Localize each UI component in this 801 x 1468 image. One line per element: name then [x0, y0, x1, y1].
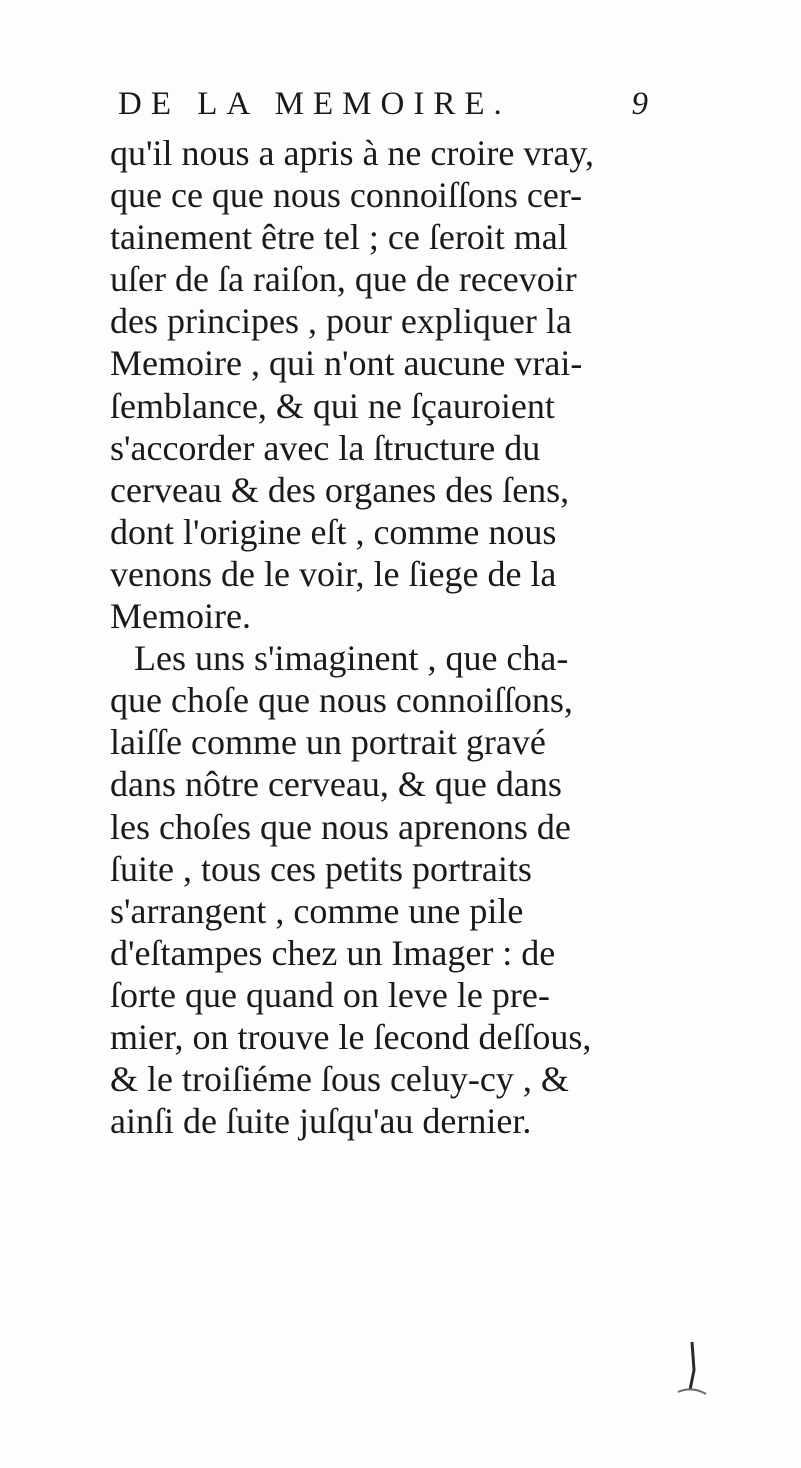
text-line: venons de le voir, le ſiege de la: [110, 553, 557, 594]
text-line: que choſe que nous connoiſſons,: [110, 680, 573, 721]
text-line: qu'il nous a apris à ne croire vray,: [110, 133, 594, 173]
ink-smudge: [672, 1340, 712, 1400]
body-text: [110, 132, 670, 1142]
running-header: [118, 86, 648, 130]
paragraph-start-line: Les uns s'imaginent , que cha-: [134, 638, 569, 679]
text-line: s'arrangent , comme une pile: [110, 890, 524, 931]
text-line: dans nôtre cerveau, & que dans: [110, 764, 562, 805]
text-line: laiſſe comme un portrait gravé: [110, 722, 546, 763]
text-line: s'accorder avec la ſtructure du: [110, 427, 541, 468]
text-line: ſemblance, & qui ne ſçauroient: [110, 385, 555, 426]
text-line: les choſes que nous aprenons de: [110, 806, 571, 847]
text-line: cerveau & des organes des ſens,: [110, 469, 570, 510]
text-line: Memoire , qui n'ont aucune vrai-: [110, 343, 583, 384]
text-line: ſuite , tous ces petits portraits: [110, 848, 532, 889]
text-line: ſorte que quand on leve le pre-: [110, 974, 550, 1015]
text-line: Memoire.: [110, 596, 251, 637]
text-line: dont l'origine eſt , comme nous: [110, 511, 557, 552]
text-line: des principes , pour expliquer la: [110, 301, 572, 342]
text-line: d'eſtampes chez un Imager : de: [110, 932, 556, 973]
text-line: uſer de ſa raiſon, que de recevoir: [110, 259, 577, 300]
running-title: DE LA MEMOIRE.: [118, 86, 511, 122]
text-line: tainement être tel ; ce ſeroit mal: [110, 217, 568, 258]
text-line: mier, on trouve le ſecond deſſous,: [110, 1016, 592, 1057]
text-line: que ce que nous connoiſſons cer-: [110, 175, 583, 216]
text-line: ainſi de ſuite juſqu'au dernier.: [110, 1101, 532, 1142]
text-line: & le troiſiéme ſous celuy-cy , &: [110, 1059, 569, 1100]
page-number: 9: [631, 86, 648, 122]
